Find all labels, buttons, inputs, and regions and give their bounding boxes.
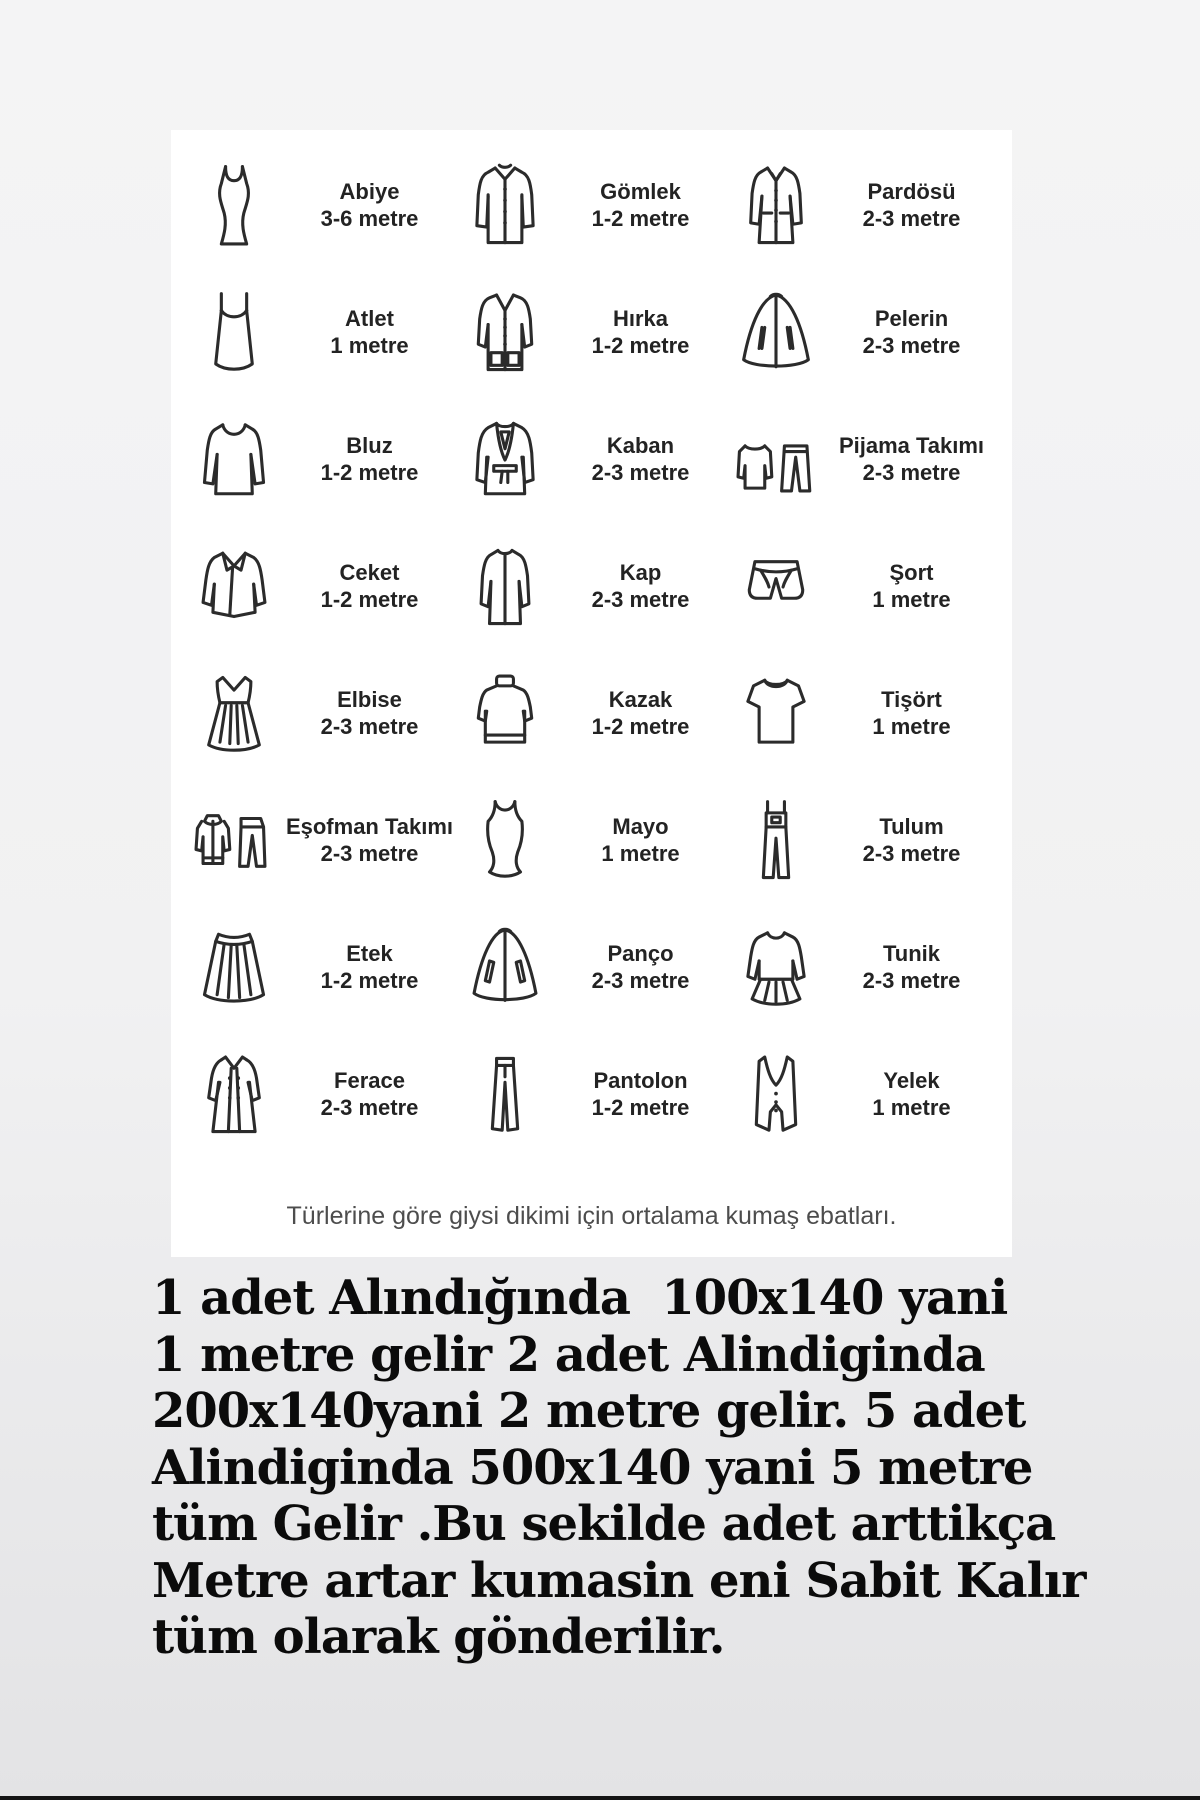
clothing-name: Kazak <box>608 686 673 712</box>
clothing-item <box>185 523 456 650</box>
clothing-name: Atlet <box>345 305 394 331</box>
robe-coat-icon <box>458 408 552 512</box>
swimsuit-icon <box>458 789 552 893</box>
clothing-name: Kap <box>619 559 662 585</box>
clothing-meters: 2-3 metre <box>862 840 961 866</box>
clothing-meters: 2-3 metre <box>320 840 419 866</box>
clothing-meters: 1-2 metre <box>320 967 419 993</box>
clothing-name: Pantolon <box>593 1067 688 1093</box>
clothing-name: Tulum <box>879 813 944 839</box>
clothing-meters: 2-3 metre <box>591 586 690 612</box>
blouse-icon <box>187 408 281 512</box>
flared-coat-icon <box>187 1043 281 1147</box>
tshirt-icon <box>729 662 823 766</box>
clothing-name: Tişört <box>881 686 942 712</box>
overcoat-icon <box>729 154 823 258</box>
description-line: tüm Gelir .Bu sekilde adet arttikça <box>152 1496 1056 1552</box>
clothing-name: Mayo <box>612 813 669 839</box>
shirt-icon <box>458 154 552 258</box>
clothing-item <box>727 1031 998 1158</box>
clothing-name: Pelerin <box>874 305 949 331</box>
clothing-name: Hırka <box>612 305 669 331</box>
clothing-meters: 1 metre <box>872 1094 951 1120</box>
clothing-meters: 1-2 metre <box>591 713 690 739</box>
clothing-meters: 2-3 metre <box>862 205 961 231</box>
clothing-item <box>185 777 456 904</box>
clothing-name: Pardösü <box>867 178 956 204</box>
clothing-grid <box>185 142 998 1158</box>
cardigan-icon <box>458 281 552 385</box>
tracksuit-icon <box>187 789 281 893</box>
clothing-name: Panço <box>607 940 674 966</box>
clothing-item <box>456 650 727 777</box>
bottom-bar <box>0 1796 1200 1800</box>
clothing-meters: 1-2 metre <box>320 459 419 485</box>
cape-icon <box>729 281 823 385</box>
clothing-name: Tunik <box>882 940 941 966</box>
clothing-meters: 1-2 metre <box>320 586 419 612</box>
clothing-item <box>727 904 998 1031</box>
clothing-name: Etek <box>346 940 393 966</box>
skirt-icon <box>187 916 281 1020</box>
clothing-meters: 2-3 metre <box>320 1094 419 1120</box>
clothing-meters: 1-2 metre <box>591 205 690 231</box>
clothing-item <box>456 142 727 269</box>
pants-icon <box>458 1043 552 1147</box>
clothing-item <box>185 142 456 269</box>
clothing-meters: 1 metre <box>330 332 409 358</box>
description-line: Alindiginda 500x140 yani 5 metre <box>152 1439 1033 1496</box>
description-line: 200x140yani 2 metre gelir. 5 adet <box>152 1383 1026 1439</box>
clothing-name: Pijama Takımı <box>838 432 985 458</box>
clothing-name: Yelek <box>883 1067 940 1093</box>
description-line: Metre artar kumasin eni Sabit Kalır <box>152 1552 1086 1609</box>
clothing-meters: 2-3 metre <box>862 332 961 358</box>
clothing-meters: 3-6 metre <box>320 205 419 231</box>
clothing-item <box>185 650 456 777</box>
clothing-name: Eşofman Takımı <box>285 813 454 839</box>
clothing-item <box>456 904 727 1031</box>
clothing-name: Bluz <box>346 432 393 458</box>
clothing-name: Abiye <box>339 178 400 204</box>
shorts-icon <box>729 535 823 639</box>
clothing-meters: 2-3 metre <box>591 459 690 485</box>
description-line: 1 metre gelir 2 adet Alindiginda <box>152 1326 985 1383</box>
tunic-icon <box>729 916 823 1020</box>
poncho-icon <box>458 916 552 1020</box>
clothing-meters: 1-2 metre <box>591 1094 690 1120</box>
clothing-meters: 2-3 metre <box>862 967 961 993</box>
clothing-meters: 1 metre <box>872 713 951 739</box>
chart-caption: Türlerine göre giysi dikimi için ortalama kumaş ebatları. <box>286 1202 897 1230</box>
clothing-name: Şort <box>889 559 934 585</box>
gown-icon <box>187 154 281 258</box>
clothing-meters: 2-3 metre <box>862 459 961 485</box>
overalls-icon <box>729 789 823 893</box>
clothing-meters: 1 metre <box>601 840 680 866</box>
clothing-item <box>727 523 998 650</box>
clothing-meters: 1-2 metre <box>591 332 690 358</box>
camisole-icon <box>187 281 281 385</box>
clothing-item <box>185 269 456 396</box>
long-coat-icon <box>458 535 552 639</box>
fabric-size-chart-card <box>171 130 1012 1257</box>
clothing-name: Ferace <box>334 1067 405 1093</box>
clothing-name: Elbise <box>337 686 402 712</box>
clothing-item <box>727 650 998 777</box>
description-line: tüm olarak gönderilir. <box>152 1609 725 1665</box>
dress-icon <box>187 662 281 766</box>
vest-icon <box>729 1043 823 1147</box>
clothing-item <box>727 777 998 904</box>
turtleneck-icon <box>458 662 552 766</box>
jacket-icon <box>187 535 281 639</box>
description-line: 1 adet Alındığında 100x140 yani <box>152 1270 1008 1326</box>
clothing-item <box>456 523 727 650</box>
clothing-item <box>185 904 456 1031</box>
clothing-name: Gömlek <box>600 178 681 204</box>
clothing-item <box>456 1031 727 1158</box>
clothing-item <box>456 396 727 523</box>
clothing-meters: 1 metre <box>872 586 951 612</box>
clothing-item <box>727 269 998 396</box>
product-description <box>152 1270 1102 1666</box>
clothing-item <box>456 269 727 396</box>
clothing-item <box>727 396 998 523</box>
pajama-set-icon <box>729 408 823 512</box>
clothing-item <box>727 142 998 269</box>
clothing-item <box>185 396 456 523</box>
clothing-meters: 2-3 metre <box>591 967 690 993</box>
clothing-meters: 2-3 metre <box>320 713 419 739</box>
clothing-item <box>456 777 727 904</box>
clothing-item <box>185 1031 456 1158</box>
clothing-name: Kaban <box>606 432 675 458</box>
clothing-name: Ceket <box>339 559 400 585</box>
